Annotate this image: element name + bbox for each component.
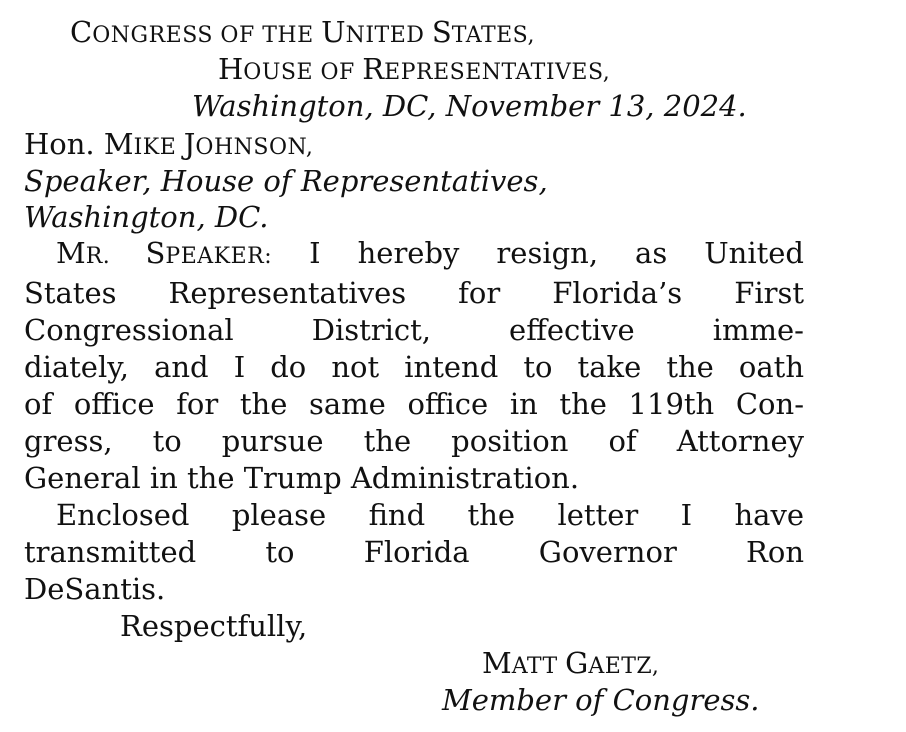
paragraph-line: DeSantis. — [24, 572, 166, 606]
signer-title: Member of Congress. — [442, 683, 760, 717]
salutation-part: S — [145, 236, 166, 270]
valediction: Respectfully, — [120, 609, 308, 643]
heading-part: TATES, — [451, 23, 535, 48]
paragraph-line: gress, to pursue the position of Attorney — [24, 424, 804, 458]
salutation-part: PEAKER: — [165, 244, 273, 269]
paragraph-text: I hereby resign, as United — [272, 236, 804, 270]
signer-part: AETZ, — [588, 654, 660, 679]
salutation-part: R. — [85, 244, 146, 269]
heading-part: S — [431, 15, 452, 49]
name-prefix: Hon. — [24, 127, 104, 161]
signer-part: G — [565, 646, 589, 680]
heading-part: OUSE OF — [243, 60, 363, 85]
addressee-location: Washington, DC. — [24, 200, 269, 234]
signer-part: ATT — [511, 654, 566, 679]
paragraph-line: States Representatives for Florida’s First — [24, 276, 804, 310]
name-part: OHNSON, — [195, 135, 314, 160]
paragraph-line: Congressional District, effective imme- — [24, 313, 804, 347]
paragraph-line: of office for the same office in the 119th Con- — [24, 387, 804, 421]
salutation-part: M — [56, 236, 86, 270]
congress-heading — [70, 14, 535, 54]
heading-part: H — [218, 52, 244, 86]
heading-part: ONGRESS OF THE — [92, 23, 322, 48]
addressee-name — [24, 126, 313, 166]
heading-part: R — [362, 52, 385, 86]
heading-part: U — [321, 15, 346, 49]
date-line: Washington, DC, November 13, 2024. — [192, 89, 747, 123]
body-paragraph-2 — [24, 497, 804, 608]
paragraph-line: General in the Trump Administration. — [24, 461, 580, 495]
paragraph-line: transmitted to Florida Governor Ron — [24, 535, 804, 569]
heading-part: C — [70, 15, 93, 49]
paragraph-line: Enclosed please find the letter I have — [56, 498, 804, 532]
house-heading — [218, 51, 610, 91]
signer-part: M — [482, 646, 512, 680]
paragraph-line: diately, and I do not intend to take the oath — [24, 350, 804, 384]
name-part: IKE — [133, 135, 184, 160]
signer-name — [482, 645, 659, 685]
paragraph-line — [24, 235, 804, 275]
body-paragraph-1 — [24, 235, 804, 497]
heading-part: EPRESENTATIVES, — [384, 60, 611, 85]
name-part: J — [183, 127, 196, 161]
addressee-title: Speaker, House of Representatives, — [24, 164, 548, 198]
heading-part: NITED — [345, 23, 432, 48]
name-part: M — [103, 127, 134, 161]
